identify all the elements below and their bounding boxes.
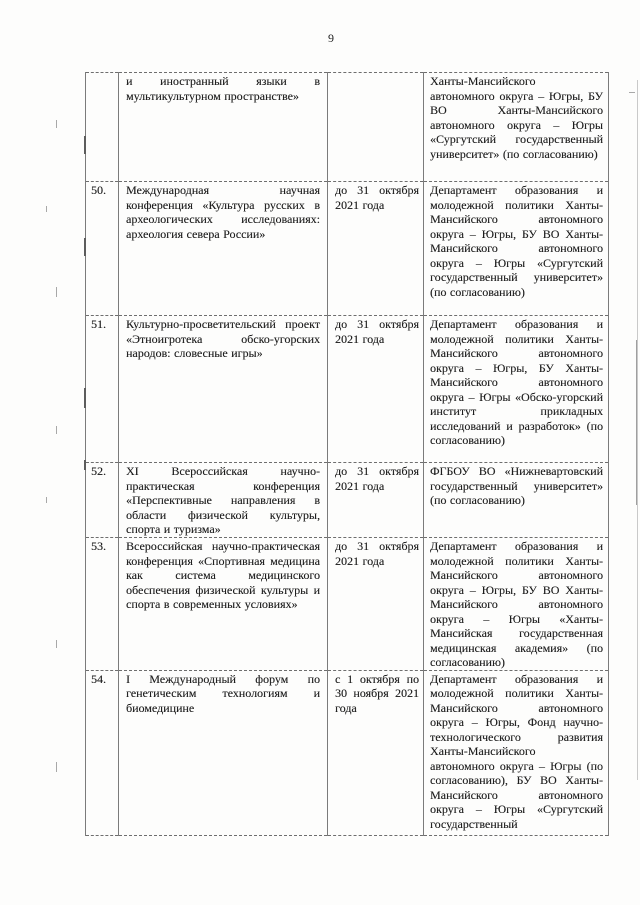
scan-artifact [637, 80, 638, 780]
table-row [86, 463, 609, 538]
responsible-org-cell: Департамент образования и молодежной политики Ханты-Мансийского автономного округа – Югры, БУ ВО Ханты-Мансийского автономного округа – Югры «Сургутский государственный университет» (по согласованию) [424, 182, 609, 316]
event-date-cell: до 31 октября 2021 года [328, 182, 424, 316]
event-name-cell: и иностранный языки в мультикультурном пространстве» [119, 73, 328, 182]
responsible-org-cell: ФГБОУ ВО «Нижневартовский государственный университет» (по согласованию) [424, 463, 609, 538]
scan-artifact [84, 388, 86, 408]
row-num-cell: 52. [86, 463, 119, 538]
scan-artifact [56, 120, 57, 128]
event-name-cell: Культурно-просветительский проект «Этноигротека обско-угорских народов: словесные игры» [119, 316, 328, 463]
event-name-cell: XI Всероссийская научно-практическая конференция «Перспективные направления в области физической культуры, спорта и туризма» [119, 463, 328, 538]
event-date-cell: до 31 октября 2021 года [328, 316, 424, 463]
row-num-cell: 51. [86, 316, 119, 463]
table-row [86, 73, 609, 182]
responsible-org-cell: Департамент образования и молодежной политики Ханты-Мансийского автономного округа – Югры, Фонд научно-технологического развития Ханты-Мансийского автономного округа – Югры (по согласованию), БУ ВО Ханты-Мансийского автономного округа – Югры «Сургутский государственный [424, 670, 609, 835]
row-num-cell [86, 73, 119, 182]
scan-artifact [84, 460, 86, 470]
row-num-cell: 53. [86, 538, 119, 671]
event-date-cell: до 31 октября 2021 года [328, 463, 424, 538]
scan-artifact [46, 206, 47, 212]
scan-artifact [56, 287, 57, 297]
responsible-org-cell: Департамент образования и молодежной политики Ханты-Мансийского автономного округа – Югры, БУ ВО Ханты-Мансийского автономного округа – Югры «Ханты-Мансийская государственная медицинская академия» (по согласованию) [424, 538, 609, 671]
page-number: 9 [328, 31, 334, 45]
row-num-cell: 54. [86, 670, 119, 835]
event-name-cell: Международная научная конференция «Культура русских в археологических исследованиях: археология севера России» [119, 182, 328, 316]
scan-artifact [84, 238, 86, 256]
events-table [85, 72, 609, 836]
event-date-cell: с 1 октября по 30 ноября 2021 года [328, 670, 424, 835]
scan-artifact [636, 340, 637, 505]
event-name-cell: Всероссийская научно-практическая конференция «Спортивная медицина как система медицинского обеспечения физической культуры и спорта в современных условиях» [119, 538, 328, 671]
event-date-cell: до 31 октября 2021 года [328, 538, 424, 671]
table-row [86, 538, 609, 671]
event-date-cell [328, 73, 424, 182]
responsible-org-cell: Департамент образования и молодежной политики Ханты-Мансийского автономного округа – Югры, БУ Ханты-Мансийского автономного округа – Югры «Обско-угорский институт прикладных исследований и разработок» (по согласованию) [424, 316, 609, 463]
row-num-cell: 50. [86, 182, 119, 316]
table-row [86, 182, 609, 316]
responsible-org-cell: Ханты-Мансийского автономного округа – Югры, БУ ВО Ханты-Мансийского автономного округа – Югры «Сургутский государственный университет» (по согласованию) [424, 73, 609, 182]
scan-artifact [56, 426, 57, 434]
table-row [86, 670, 609, 835]
scan-artifact [56, 640, 57, 648]
scan-artifact [629, 92, 635, 93]
event-name-cell: I Международный форум по генетическим технологиям и биомедицине [119, 670, 328, 835]
scan-artifact [84, 136, 86, 154]
scan-artifact [46, 497, 47, 503]
table-row [86, 316, 609, 463]
scan-artifact [56, 762, 57, 772]
